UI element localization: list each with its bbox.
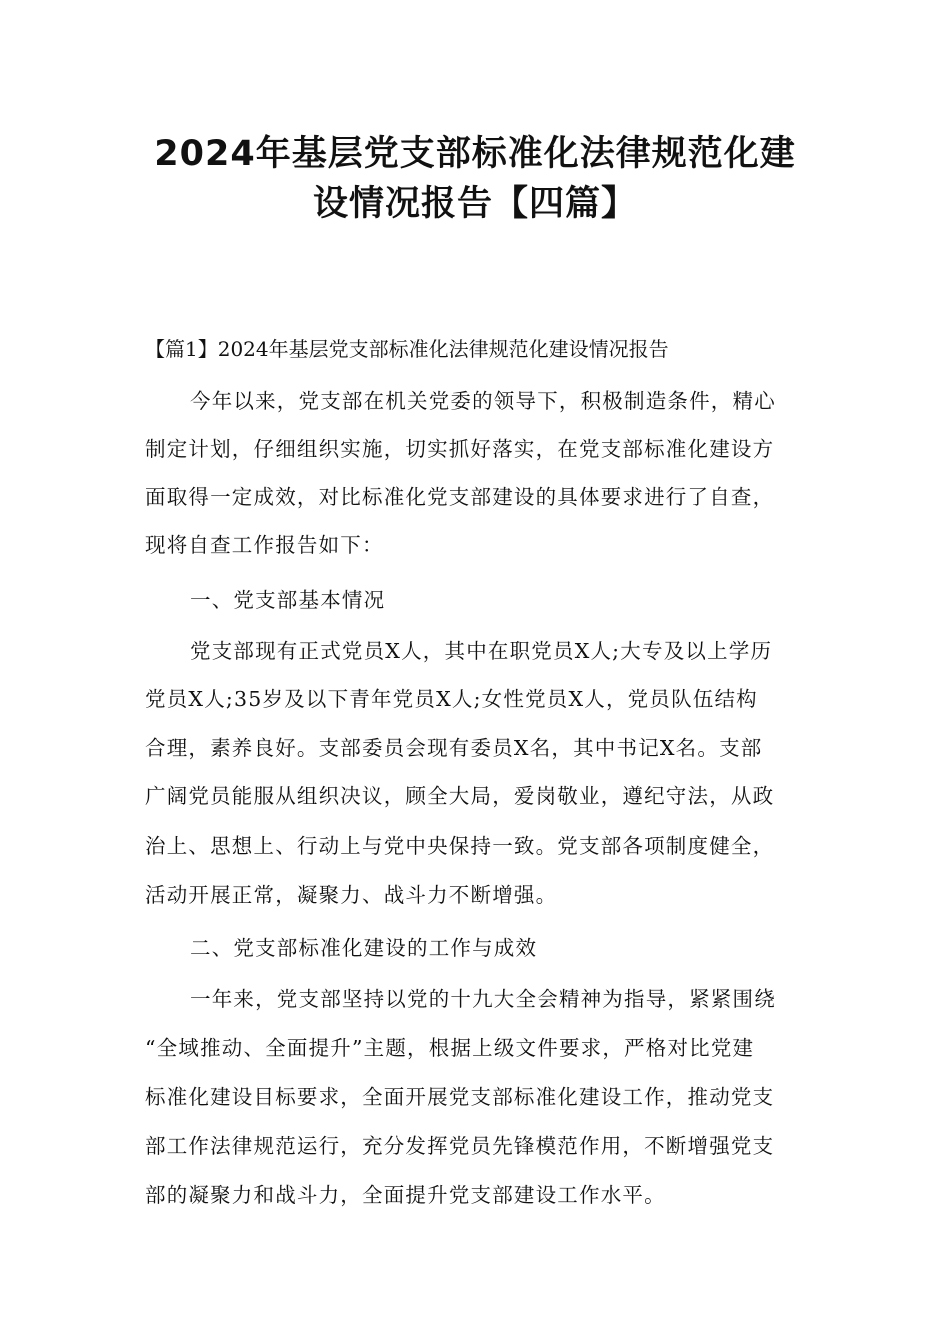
paragraph-line: 面取得一定成效，对比标准化党支部建设的具体要求进行了自查， <box>145 485 775 509</box>
paragraph-line: 今年以来，党支部在机关党委的领导下，积极制造条件，精心 <box>190 389 776 413</box>
paragraph-line: 治上、思想上、行动上与党中央保持一致。党支部各项制度健全， <box>145 834 775 858</box>
paragraph-line: 部的凝聚力和战斗力，全面提升党支部建设工作水平。 <box>145 1183 666 1207</box>
paragraph-line: 现将自查工作报告如下： <box>145 533 384 557</box>
paragraph-line: 党支部现有正式党员X人，其中在职党员X人;大专及以上学历 <box>190 639 773 663</box>
paragraph-line: 合理，素养良好。支部委员会现有委员X名，其中书记X名。支部 <box>145 736 763 760</box>
title-line-2: 设情况报告【四篇】 <box>312 184 637 224</box>
title-line-1: 2024年基层党支部标准化法律规范化建 <box>154 134 796 174</box>
paragraph-line: 制定计划，仔细组织实施，切实抓好落实，在党支部标准化建设方 <box>145 437 775 461</box>
section-subheading: 一、党支部基本情况 <box>190 588 386 612</box>
paragraph-line: 一年来，党支部坚持以党的十九大全会精神为指导，紧紧围绕 <box>190 987 776 1011</box>
paragraph-line: 部工作法律规范运行，充分发挥党员先锋模范作用，不断增强党支 <box>145 1134 775 1158</box>
section-subheading: 二、党支部标准化建设的工作与成效 <box>190 936 538 960</box>
paragraph-line: 党员X人;35岁及以下青年党员X人;女性党员X人，党员队伍结构 <box>145 687 758 711</box>
paragraph-line: 广阔党员能服从组织决议，顾全大局，爱岗敬业，遵纪守法，从政 <box>145 784 775 808</box>
paragraph-line: 标准化建设目标要求，全面开展党支部标准化建设工作，推动党支 <box>145 1085 775 1109</box>
section-heading: 【篇1】2024年基层党支部标准化法律规范化建设情况报告 <box>145 337 669 361</box>
paragraph-line: 活动开展正常，凝聚力、战斗力不断增强。 <box>145 883 558 907</box>
paragraph-line: “全域推动、全面提升”主题，根据上级文件要求，严格对比党建 <box>145 1036 755 1060</box>
document-title <box>120 128 830 232</box>
